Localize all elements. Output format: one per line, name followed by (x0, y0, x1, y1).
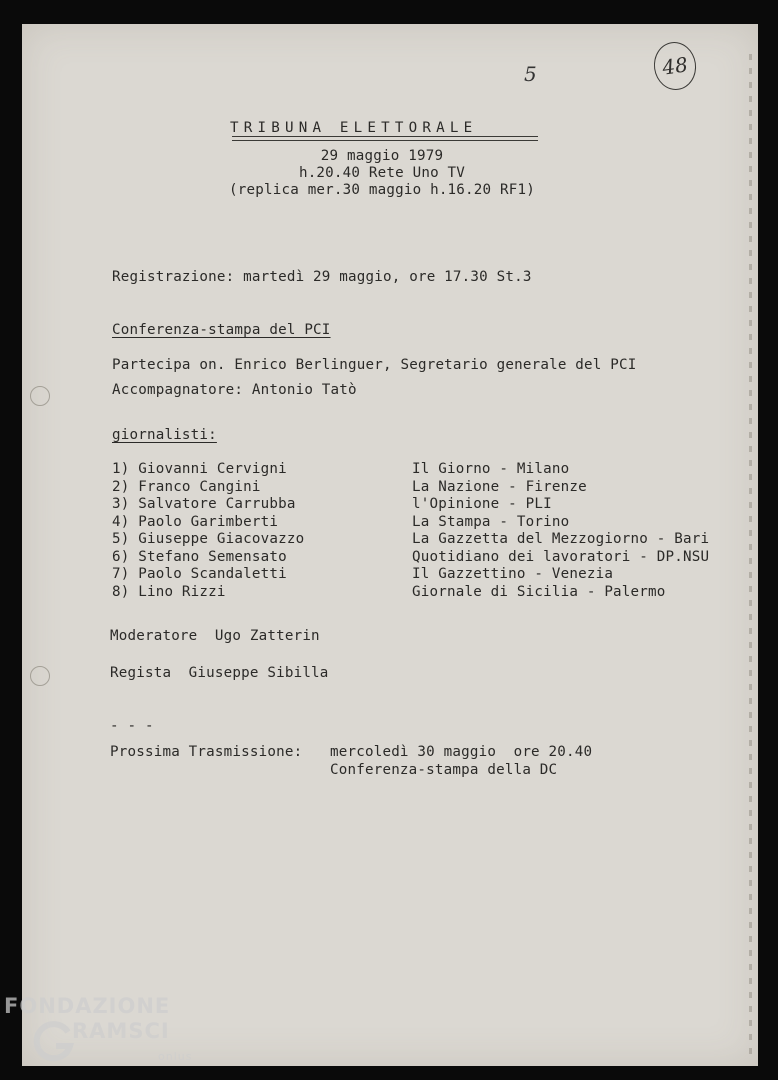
journalist-paper: Quotidiano dei lavoratori - DP.NSU (412, 549, 710, 565)
journalist-paper: La Nazione - Firenze (412, 479, 587, 495)
watermark-foundation-text: FONDAZIONE (4, 994, 171, 1018)
conference-heading: Conferenza-stampa del PCI (112, 322, 331, 338)
punch-hole (30, 386, 50, 406)
broadcast-channel: h.20.40 Rete Uno TV (298, 165, 466, 181)
handwritten-page-number: 5 (524, 62, 537, 86)
moderator-line: Moderatore Ugo Zatterin (110, 628, 320, 644)
journalist-name: 3) Salvatore Carrubba (112, 496, 296, 512)
journalist-paper: Giornale di Sicilia - Palermo (412, 584, 666, 600)
paper-edge-wear (749, 54, 752, 1054)
document-page (22, 24, 758, 1066)
watermark-suffix: onlus (158, 1050, 193, 1063)
journalists-heading: giornalisti: (112, 427, 217, 443)
director-line: Regista Giuseppe Sibilla (110, 665, 329, 681)
journalist-name: 7) Paolo Scandaletti (112, 566, 287, 582)
participant-line: Partecipa on. Enrico Berlinguer, Segretario generale del PCI (112, 357, 637, 373)
journalist-paper: Il Giorno - Milano (412, 461, 570, 477)
journalist-name: 5) Giuseppe Giacovazzo (112, 531, 305, 547)
accompanist-line: Accompagnatore: Antonio Tatò (112, 382, 357, 398)
journalist-name: 6) Stefano Semensato (112, 549, 287, 565)
journalist-paper: Il Gazzettino - Venezia (412, 566, 614, 582)
journalist-name: 8) Lino Rizzi (112, 584, 226, 600)
journalist-name: 1) Giovanni Cervigni (112, 461, 287, 477)
recording-info: Registrazione: martedì 29 maggio, ore 17.30 St.3 (112, 269, 532, 285)
separator-dashes: - - - (110, 718, 154, 734)
circled-page-number: 48 (651, 39, 699, 92)
journalist-name: 2) Franco Cangini (112, 479, 261, 495)
broadcast-replica: (replica mer.30 maggio h.16.20 RF1) (229, 182, 535, 198)
journalist-paper: La Gazzetta del Mezzogiorno - Bari (412, 531, 710, 547)
next-broadcast-title: Conferenza-stampa della DC (330, 762, 558, 778)
watermark-logo-icon (30, 1018, 76, 1064)
next-broadcast-label: Prossima Trasmissione: (110, 744, 303, 760)
next-broadcast-date: mercoledì 30 maggio ore 20.40 (330, 744, 593, 760)
journalist-paper: l'Opinione - PLI (412, 496, 552, 512)
journalist-paper: La Stampa - Torino (412, 514, 570, 530)
watermark-gramsci-text: RAMSCI (72, 1019, 170, 1043)
title-underline (232, 136, 538, 141)
punch-hole (30, 666, 50, 686)
document-title: TRIBUNA ELETTORALE (230, 120, 478, 136)
journalist-name: 4) Paolo Garimberti (112, 514, 279, 530)
broadcast-date: 29 maggio 1979 (320, 148, 444, 164)
